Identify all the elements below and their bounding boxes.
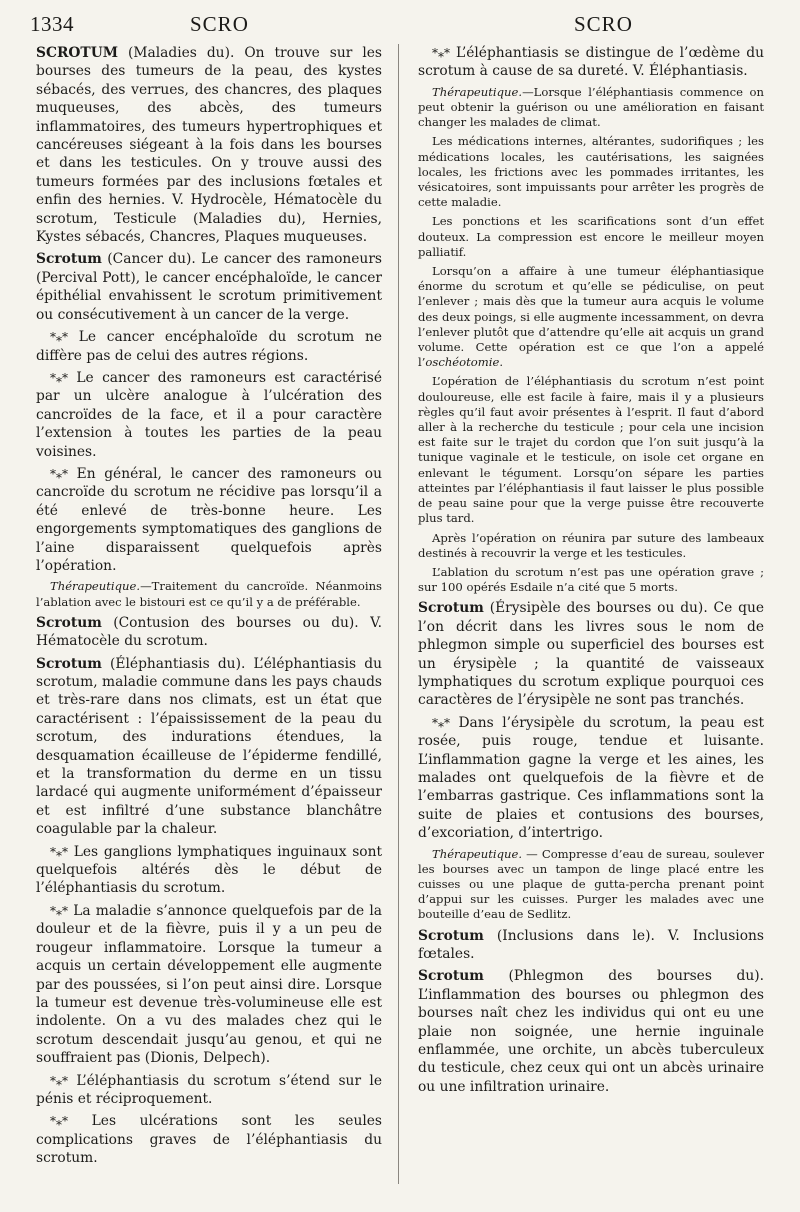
emphasized-term: oschéotomie <box>425 355 500 370</box>
right-running-title: SCRO <box>574 12 633 36</box>
paragraph-text: La maladie s’annonce quelquefois par de la douleur et de la fièvre, puis il y a un peu de rougeur inflammatoire. Lorsque la tumeur a acquis un certain développement elle augmente par des poussées, si l’on peut ainsi dire. Lorsque la tumeur est devenue très-volumineuse elle est indolente. On a vu des malades chez qui le scrotum descendait jusqu’au genou, et qui ne souffraient pas (Dionis, Delpech). <box>36 902 383 1067</box>
entry-maladies <box>36 44 382 246</box>
therapeutique-label: Thérapeutique. <box>50 579 141 594</box>
paragraph-text: Le cancer encéphaloïde du scrotum ne diffère pas de celui des autres régions. <box>36 329 382 364</box>
entry-headword: Scrotum <box>36 614 102 631</box>
asterism: *⁎* <box>432 46 450 60</box>
therapeutique-label: Thérapeutique. <box>432 846 523 861</box>
entry-headword: Scrotum <box>36 655 102 672</box>
paragraph-text: — Compresse d’eau de sureau, soulever les bourses avec un tampon de linge placé entre les cuisses ou une plaque de gutta-percha prenant point d’appui sur les cuisses. Purger les malades avec une bouteille d’eau de Sedlitz. <box>418 846 764 922</box>
entry-text: (Éléphantiasis du). L’éléphantiasis du scrotum, maladie commune dans les pays chauds et très-rare dans nos climats, est un état que caractérisent : l’épaississement de la peau du scrotum, des indurations étendues, la desquamation écailleuse de l’épiderme fendillé, et la transformation du derme en un tissu lardacé qui augmente uniformément d’épaisseur et est infiltré d’une substance blanchâtre coagulable par la chaleur. <box>36 655 383 838</box>
therapeutique-label: Thérapeutique. <box>432 84 523 99</box>
therapeutique-note <box>418 85 764 131</box>
asterism: *⁎* <box>50 370 68 385</box>
paragraph <box>418 44 764 81</box>
paragraph: Les médications internes, altérantes, sudorifiques ; les médications locales, les cautérisations, les saignées locales, les frictions avec les pommades irritantes, les vésicatoires, sont impuissants pour arrêter les progrès de cette maladie. <box>418 134 764 210</box>
paragraph-text: L’éléphantiasis du scrotum s’étend sur le pénis et réciproquement. <box>36 1072 382 1107</box>
running-header <box>0 12 800 42</box>
entry-headword: Scrotum <box>418 600 484 617</box>
page-number: 1334 <box>30 12 74 36</box>
paragraph-text: —Traitement du cancroïde. Néanmoins l’ablation avec le bistouri est ce qu’il y a de préférable. <box>36 579 382 609</box>
paragraph-text: L’éléphantiasis se distingue de l’œdème du scrotum à cause de sa dureté. V. Éléphantiasis. <box>418 45 764 80</box>
paragraph-text: Dans l’érysipèle du scrotum, la peau est rosée, puis rouge, tendue et luisante. L’inflammation gagne la verge et les aines, les malades ont quelquefois de la fièvre et de l’embarras gastrique. Ces inflammations sont la suite de plaies et contusions des bourses, d’excoriation, d’intertrigo. <box>418 714 764 842</box>
paragraph <box>36 1072 382 1109</box>
entry-cancer <box>36 250 382 324</box>
asterism: *⁎* <box>50 1073 68 1088</box>
therapeutique-note <box>36 579 382 609</box>
paragraph: L’opération de l’éléphantiasis du scrotum n’est point douloureuse, elle est facile à faire, mais il y a plusieurs règles qu’il faut avoir présentes à l’esprit. Il faut d’abord aller à la recherche du testicule ; pour cela une incision est faite sur le trajet du cordon que l’on suit jusqu’à la tunique vaginale et le testicule, on isole cet organe en enlevant le tégument. Lorsqu’on sépare les parties atteintes par l’éléphantiasis il faut laisser le plus possible de peau saine pour que la verge puisse être recouverte plus tard. <box>418 374 764 526</box>
entry-inclusions <box>418 927 764 964</box>
asterism: *⁎* <box>50 903 68 918</box>
therapeutique-note <box>418 847 764 923</box>
paragraph-text: Lorsqu’on a affaire à une tumeur éléphantiasique énorme du scrotum et qu’elle se pédiculise, on peut l’enlever ; mais dès que la tumeur aura acquis le volume des deux poings, si elle augmente incessamment, on devra l’enlever plutôt que d’attendre qu’elle ait acquis un grand volume. Cette opération est ce que l’on a appelé l’ <box>418 264 764 370</box>
entry-text: (Érysipèle des bourses ou du). Ce que l’on décrit dans les livres sous le nom de phlegmon simple ou superficiel des bourses est un érysipèle ; la quantité de vaisseaux lymphatiques du scrotum explique pourquoi ces caractères de l’érysipèle ne sont pas tranchés. <box>418 600 765 709</box>
asterism: *⁎* <box>50 330 68 345</box>
entry-phlegmon <box>418 967 764 1096</box>
entry-text: (Contusion des bourses ou du). V. Hématocèle du scrotum. <box>36 614 383 650</box>
paragraph-text: Les ganglions lymphatiques inguinaux sont quelquefois altérés dès le début de l’éléphantiasis du scrotum. <box>36 843 383 897</box>
paragraph-text: En général, le cancer des ramoneurs ou cancroïde du scrotum ne récidive pas lorsqu’il a été enlevé de très-bonne heure. Les engorgements symptomatiques des ganglions de l’aine disparaissent quelquefois après l’opération. <box>36 465 382 574</box>
entry-text: (Phlegmon des bourses du). L’inflammation des bourses ou phlegmon des bourses naît chez les individus qui ont eu une plaie non soignée, une hernie inguinale enflammée, une orchite, un abcès tuberculeux du testicule, chez ceux qui ont un abcès urinaire ou une infiltration urinaire. <box>418 968 764 1095</box>
entry-erysipele <box>418 599 764 709</box>
left-column <box>36 44 382 1172</box>
paragraph <box>36 328 382 365</box>
entry-text: (Cancer du). Le cancer des ramoneurs (Percival Pott), le cancer encéphaloïde, le cancer épithélial envahissent le scrotum primitivement ou consécutivement à un cancer de la verge. <box>36 251 382 323</box>
paragraph-text: —Lorsque l’éléphantiasis commence on peut obtenir la guérison ou une amélioration en faisant changer les malades de climat. <box>418 84 764 130</box>
paragraph <box>36 843 382 898</box>
paragraph-text: Le cancer des ramoneurs est caractérisé par un ulcère analogue à l’ulcération des cancroïdes de la face, et il a pour caractère l’extension à toutes les parties de la peau voisines. <box>36 369 383 460</box>
paragraph <box>36 465 382 575</box>
entry-headword: Scrotum <box>36 251 102 268</box>
asterism: *⁎* <box>50 1114 68 1129</box>
entry-headword: Scrotum <box>418 927 484 944</box>
asterism: *⁎* <box>50 844 68 859</box>
entry-headword: Scrotum <box>418 968 484 985</box>
paragraph: L’ablation du scrotum n’est pas une opération grave ; sur 100 opérés Esdaile n’a cité que 5 morts. <box>418 564 764 595</box>
paragraph <box>36 369 382 461</box>
entry-headword: SCROTUM <box>36 45 118 61</box>
paragraph <box>418 714 764 843</box>
right-column <box>418 44 764 1100</box>
entry-text: (Inclusions dans le). V. Inclusions fœtales. <box>418 927 764 963</box>
entry-elephantiasis <box>36 655 382 839</box>
asterism: *⁎* <box>432 715 450 730</box>
paragraph <box>418 264 764 370</box>
paragraph <box>36 1112 382 1167</box>
paragraph <box>36 902 382 1068</box>
paragraph-text: Les ulcérations sont les seules complications graves de l’éléphantiasis du scrotum. <box>36 1113 382 1167</box>
paragraph: Après l’opération on réunira par suture des lambeaux destinés à recouvrir la verge et les testicules. <box>418 530 764 560</box>
asterism: *⁎* <box>50 466 68 481</box>
paragraph-text: . <box>499 355 504 370</box>
paragraph: Les ponctions et les scarifications sont d’un effet douteux. La compression est encore le meilleur moyen palliatif. <box>418 214 764 259</box>
entry-contusion <box>36 614 382 651</box>
column-divider <box>398 44 399 1184</box>
entry-text: (Maladies du). On trouve sur les bourses des tumeurs de la peau, des kystes sébacés, des verrues, des chancres, des plaques muqueuses, des abcès, des tumeurs inflammatoires, des tumeurs hypertrophiques et cancéreuses siégeant à la fois dans les bourses et dans les testicules. On y trouve aussi des tumeurs formées par des inclusions fœtales et enfin des hernies. V. Hydrocèle, Hématocèle du scrotum, Testicule (Maladies du), Hernies, Kystes sébacés, Chancres, Plaques muqueuses. <box>36 45 382 246</box>
left-running-title: SCRO <box>190 12 249 36</box>
